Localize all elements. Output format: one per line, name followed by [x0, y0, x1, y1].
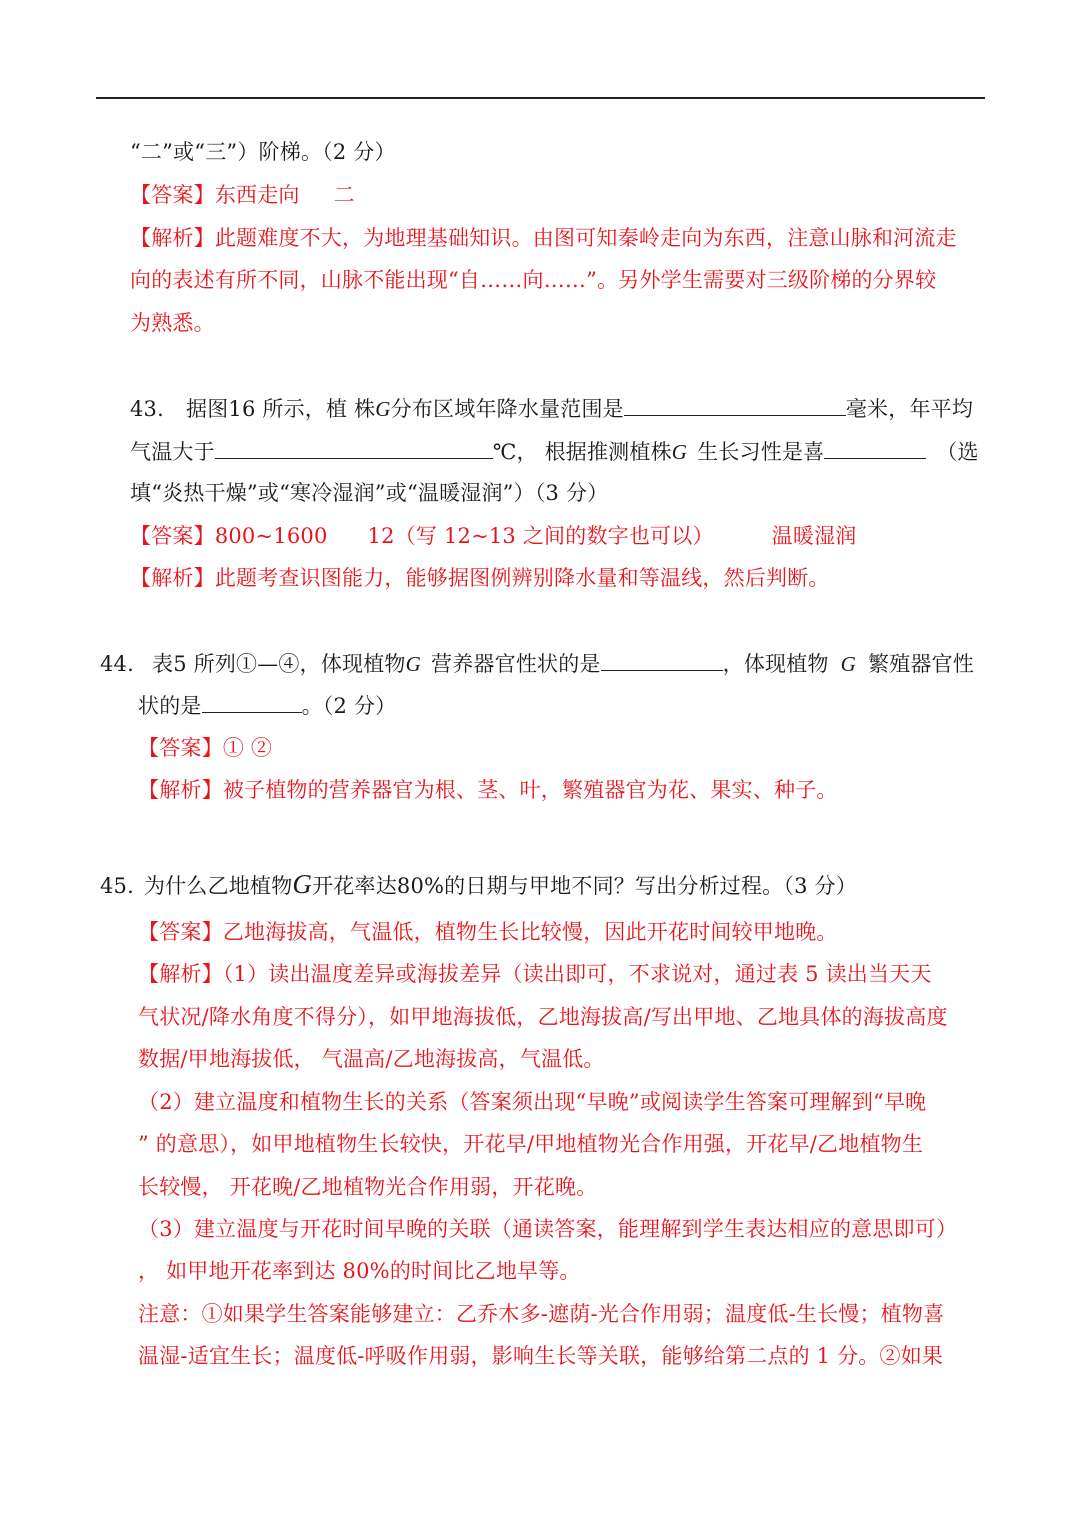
q45-a3-2: ， 如甲地开花率到达 80%的时间比乙地早等。 [138, 1259, 581, 1283]
q45-note-text-2: 温湿-适宜生长；温度低-呼吸作用弱，影响生长等关联，能够给第二点的 1 分。②如果 [138, 1344, 944, 1368]
q43-number: 43. [130, 397, 164, 421]
q45-analysis-1-3 [138, 1044, 605, 1074]
q45-text-b: 开花率达80%的日期与甲地不同？写出分析过程。（3 分） [312, 874, 857, 898]
q43-text-2d: （选 [936, 440, 979, 464]
q45-a1-2: 气状况/降水角度不得分），如甲地海拔低，乙地海拔高/写出甲地、乙地具体的海拔高度 [138, 1005, 948, 1029]
q44-answer-text: ① ② [222, 736, 273, 760]
q45-note-2 [138, 1341, 943, 1371]
analysis-tag: 【解析】 [130, 566, 215, 590]
blank-temperature[interactable] [215, 436, 493, 459]
q42-analysis-text-1: 此题难度不大，为地理基础知识。由图可知秦岭走向为东西，注意山脉和河流走 [214, 226, 957, 250]
q44-analysis [138, 775, 838, 805]
q45-analysis-1-2 [138, 1002, 948, 1032]
q42-answer-b: 二 [333, 183, 355, 207]
q43-text-2a: 气温大于 [130, 440, 215, 464]
q43-text-1b: 分布区域年降水量范围是 [390, 397, 624, 421]
q44-answer [138, 733, 272, 763]
q43-text-1c: 毫米，年平均 [845, 397, 974, 421]
q42-analysis-line-1 [130, 223, 957, 253]
q42-answer [130, 180, 355, 210]
q45-a1-1: （1）读出温度差异或海拔差异（读出即可，不求说对，通过表 5 读出当天天 [222, 962, 932, 986]
q44-text-1b: 营养器官性状的是 [431, 652, 601, 676]
q43-answer-c: 温暖湿润 [771, 524, 857, 548]
analysis-tag: 【解析】 [138, 778, 223, 802]
answer-tag: 【答案】 [138, 920, 223, 944]
q43-line-2 [130, 436, 979, 467]
q42-continuation [130, 137, 396, 167]
q45-question [100, 869, 857, 901]
q45-note-text-1: 注意：①如果学生答案能够建立：乙乔木多-遮荫-光合作用弱；温度低-生长慢；植物喜 [138, 1302, 945, 1326]
q44-line-1 [100, 648, 974, 679]
q44-text-2a: 状的是 [138, 694, 202, 718]
q45-a2-1: （2）建立温度和植物生长的关系（答案须出现“早晚”或阅读学生答案可理解到“早晚 [138, 1090, 927, 1114]
q42-cont-text: “二”或“三”）阶梯。（2 分） [130, 140, 396, 164]
q44-text-1a: 表5 所列①—④，体现植物 [152, 652, 406, 676]
plant-g-label: G [375, 397, 391, 421]
q43-analysis [130, 563, 830, 593]
q44-analysis-text: 被子植物的营养器官为根、茎、叶，繁殖器官为花、果实、种子。 [222, 778, 838, 802]
header-rule [96, 97, 985, 99]
q43-answer-b: 12（写 12~13 之间的数字也可以） [367, 524, 714, 548]
q45-answer-text: 乙地海拔高，气温低，植物生长比较慢，因此开花时间较甲地晚。 [222, 920, 838, 944]
plant-g-label: G [405, 652, 422, 676]
q43-line-1 [130, 393, 973, 424]
q43-text-2c: 生长习性是喜 [697, 440, 825, 464]
q43-answer-a: 800~1600 [214, 524, 328, 548]
q43-line-3 [130, 478, 608, 508]
q45-a2-2: ” 的意思），如甲地植物生长较快，开花早/甲地植物光合作用强，开花早/乙地植物生 [138, 1132, 924, 1156]
q43-text-1a: 据图16 所示，植 株 [186, 397, 376, 421]
q43-answer [130, 521, 856, 551]
q45-a3-1: （3）建立温度与开花时间早晚的关联（通读答案，能理解到学生表达相应的意思即可） [138, 1217, 958, 1241]
q45-analysis-1-1 [138, 959, 932, 989]
q45-a1-3: 数据/甲地海拔低， 气温高/乙地海拔高，气温低。 [138, 1047, 605, 1071]
q45-note-1 [138, 1299, 944, 1329]
q42-analysis-line-2 [130, 265, 936, 295]
blank-habit[interactable] [824, 436, 926, 459]
answer-tag: 【答案】 [138, 736, 223, 760]
q45-text-a: 为什么乙地植物 [144, 874, 293, 898]
blank-vegetative[interactable] [601, 648, 723, 671]
q43-text-2b: ℃， 根据推测植株 [492, 440, 672, 464]
q45-a2-3: 长较慢， 开花晚/乙地植物光合作用弱，开花晚。 [138, 1175, 598, 1199]
q44-text-1c: ，体现植物 [722, 652, 829, 676]
q44-text-2b: 。（2 分） [301, 694, 397, 718]
q42-answer-a: 东西走向 [214, 183, 300, 207]
blank-precipitation[interactable] [624, 393, 846, 416]
blank-reproductive[interactable] [202, 690, 302, 713]
q45-analysis-2-3 [138, 1172, 597, 1202]
q45-analysis-3-2 [138, 1256, 581, 1286]
answer-tag: 【答案】 [130, 524, 215, 548]
q45-number: 45. [100, 874, 134, 898]
q43-text-3: 填“炎热干燥”或“寒冷湿润”或“温暖湿润”）（3 分） [130, 481, 609, 505]
plant-g-label: G [671, 440, 688, 464]
q42-analysis-text-3: 为熟悉。 [130, 311, 215, 335]
q44-text-1d: 繁殖器官性 [868, 652, 974, 676]
q44-number: 44. [100, 652, 134, 676]
answer-tag: 【答案】 [130, 183, 215, 207]
q45-analysis-2-2 [138, 1129, 923, 1159]
q44-line-2 [138, 690, 396, 721]
plant-g-label: G [292, 869, 313, 899]
analysis-tag: 【解析】 [130, 226, 215, 250]
q45-analysis-2-1 [138, 1087, 926, 1117]
plant-g-label: G [840, 652, 856, 676]
analysis-tag: 【解析】 [138, 962, 223, 986]
q42-analysis-text-2: 向的表述有所不同，山脉不能出现“自……向……”。另外学生需要对三级阶梯的分界较 [130, 268, 937, 292]
q43-analysis-text: 此题考查识图能力，能够据图例辨别降水量和等温线，然后判断。 [214, 566, 830, 590]
q42-analysis-line-3 [130, 308, 215, 338]
q45-answer [138, 917, 838, 947]
q45-analysis-3-1 [138, 1214, 957, 1244]
